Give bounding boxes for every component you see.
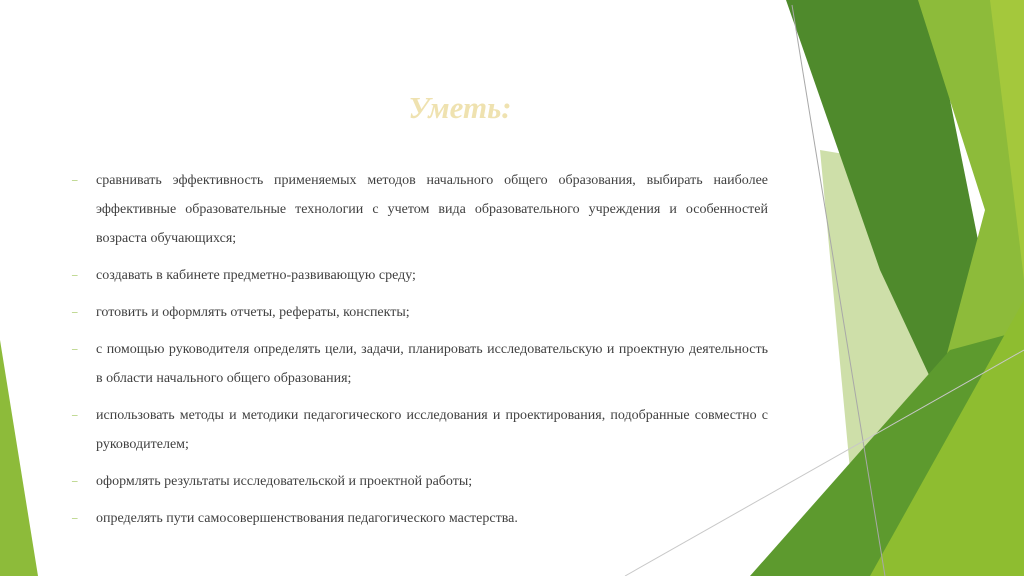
bullet-item [70,467,768,496]
bullet-text: использовать методы и методики педагогического исследования и проектирования, подобранные совместно с руководителем; [96,408,768,452]
bullet-item [70,504,768,533]
dash-bullet-icon: – [72,174,78,186]
bullet-text: с помощью руководителя определять цели, задачи, планировать исследовательскую и проектную деятельность в области начального общего образования; [96,342,768,386]
bullet-text: определять пути самосовершенствования педагогического мастерства. [96,511,518,526]
bullet-list [70,166,768,541]
bullet-text: сравнивать эффективность применяемых методов начального общего образования, выбирать наиболее эффективные образовательные технологии с учетом вида образовательного учреждения и особенностей возраста обучающихся; [96,173,768,246]
bullet-text: создавать в кабинете предметно-развивающую среду; [96,268,416,283]
dash-bullet-icon: – [72,306,78,318]
dash-bullet-icon: – [72,269,78,281]
bullet-text: оформлять результаты исследовательской и проектной работы; [96,474,473,489]
dash-bullet-icon: – [72,475,78,487]
dash-bullet-icon: – [72,409,78,421]
left-green-triangle [0,340,38,576]
bullet-item [70,335,768,393]
bullet-item [70,166,768,253]
slide-title: Уметь: [408,90,512,125]
bullet-item [70,401,768,459]
bullet-item [70,261,768,290]
bullet-text: готовить и оформлять отчеты, рефераты, конспекты; [96,305,410,320]
bullet-item [70,298,768,327]
dash-bullet-icon: – [72,512,78,524]
dash-bullet-icon: – [72,343,78,355]
